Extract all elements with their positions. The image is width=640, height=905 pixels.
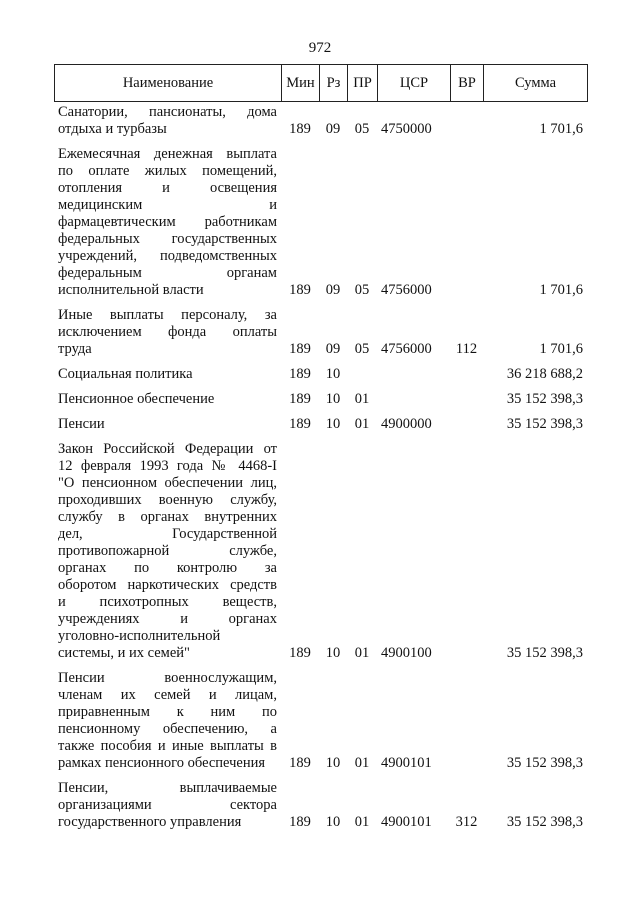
table-row [54,670,587,772]
row-pr: 01 [354,814,370,830]
row-name-line: системы, и их семей" [58,645,190,661]
row-csr: 4756000 [381,341,432,357]
row-csr: 4900101 [381,814,432,830]
budget-table [54,104,587,831]
row-name [54,670,281,772]
row-min: 189 [289,814,311,830]
row-pr: 05 [354,121,370,137]
row-sum: 35 152 398,3 [506,755,583,771]
row-pr [347,366,377,383]
row-sum: 35 152 398,3 [506,416,583,432]
row-name-line: Ежемесячная денежная выплата [58,146,277,162]
row-csr: 4756000 [381,282,432,298]
row-name-line: Иные выплаты персоналу, за [58,307,277,323]
row-min: 189 [289,121,311,137]
row-min: 189 [289,416,311,432]
row-name [54,441,281,662]
row-name-line: Социальная политика [58,366,193,382]
row-min: 189 [289,391,311,407]
row-vr: 112 [455,341,478,357]
row-rz: 10 [325,755,341,771]
row-spacer-cell [54,383,587,391]
row-sum: 1 701,6 [539,341,583,357]
row-min: 189 [289,366,311,382]
row-sum: 35 152 398,3 [506,814,583,830]
header-rz: Рз [320,65,348,102]
row-name-line: Пенсии, выплачиваемые [58,780,277,796]
row-spacer-cell [54,299,587,307]
row-name-line: по оплате жилых помещений, [58,163,277,179]
row-pr: 01 [354,416,370,432]
row-name-line: фармацевтическим работникам [58,214,277,230]
row-pr: 01 [354,645,370,661]
row-rz: 09 [325,341,341,357]
row-rz: 10 [325,366,341,382]
row-name-line: исключением фонда оплаты [58,324,277,340]
row-name-line: дел, Государственной [58,526,277,542]
row-name [54,780,281,831]
row-name-line: исполнительной власти [58,282,204,298]
row-name-line: Закон Российской Федерации от [58,441,277,457]
row-spacer [54,299,587,307]
table-row [54,441,587,662]
row-sum: 35 152 398,3 [506,645,583,661]
row-name-line: Санатории, пансионаты, дома [58,104,277,120]
row-sum: 1 701,6 [539,282,583,298]
table-row [54,307,587,358]
row-min: 189 [289,645,311,661]
row-name-line: и психотропных веществ, [58,594,277,610]
row-name-line: уголовно-исполнительной [58,628,221,644]
row-name-line: органах по контролю за [58,560,277,576]
row-sum: 35 152 398,3 [506,391,583,407]
row-name-line: проходивших военную службу, [58,492,277,508]
header-vr: ВР [451,65,484,102]
table-row [54,146,587,299]
row-name-line: противопожарной службе, [58,543,277,559]
table-row [54,366,587,383]
row-csr: 4900100 [381,645,432,661]
row-sum: 36 218 688,2 [506,366,583,382]
row-name-line: оборотом наркотических средств [58,577,277,593]
row-name-line: 12 февраля 1993 года № 4468-I [58,458,277,474]
row-name-line: "О пенсионном обеспечении лиц, [58,475,277,491]
row-name-line: Пенсионное обеспечение [58,391,215,407]
row-name-line: государственного управления [58,814,242,830]
row-spacer [54,408,587,416]
row-rz: 10 [325,391,341,407]
row-rz: 09 [325,121,341,137]
row-vr [450,104,483,138]
row-name-line: федеральных государственных [58,231,277,247]
row-spacer-cell [54,433,587,441]
row-spacer-cell [54,408,587,416]
row-name-line: членам их семей и лицам, [58,687,277,703]
row-name [54,416,281,433]
row-name-line: учреждений, подведомственных [58,248,277,264]
row-name-line: Пенсии [58,416,105,432]
row-csr: 4900000 [381,416,432,432]
row-vr [450,441,483,662]
row-vr [450,416,483,433]
row-name-line: организациями сектора [58,797,277,813]
header-min: Мин [282,65,320,102]
row-name [54,104,281,138]
row-name [54,391,281,408]
row-name-line: отдыха и турбазы [58,121,167,137]
row-min: 189 [289,755,311,771]
row-pr: 05 [354,282,370,298]
header-pr: ПР [348,65,378,102]
row-sum: 1 701,6 [539,121,583,137]
row-spacer [54,433,587,441]
row-min: 189 [289,341,311,357]
row-name [54,366,281,383]
row-name-line: медицинским и [58,197,277,213]
row-name-line: также пособия и иные выплаты в [58,738,277,754]
row-rz: 10 [325,645,341,661]
row-name-line: Пенсии военнослужащим, [58,670,277,686]
row-spacer [54,662,587,670]
row-name-line: приравненным к ним по [58,704,277,720]
row-pr: 01 [354,391,370,407]
table-row [54,416,587,433]
row-spacer-cell [54,772,587,780]
row-name-line: пенсионному обеспечению, а [58,721,277,737]
row-min: 189 [289,282,311,298]
table-body [54,104,587,831]
row-vr [450,670,483,772]
table-row [54,391,587,408]
row-name-line: службу в органах внутренних [58,509,277,525]
row-vr [450,366,483,383]
header-csr: ЦСР [378,65,451,102]
row-name [54,307,281,358]
table-row [54,104,587,138]
row-spacer [54,383,587,391]
row-csr: 4750000 [381,121,432,137]
row-name-line: учреждениях и органах [58,611,277,627]
row-spacer [54,358,587,366]
row-spacer-cell [54,138,587,146]
row-vr [450,146,483,299]
row-name-line: труда [58,341,92,357]
row-vr [450,391,483,408]
row-name-line: отопления и освещения [58,180,277,196]
row-rz: 10 [325,814,341,830]
row-pr: 05 [354,341,370,357]
header-name: Наименование [55,65,282,102]
row-name-line: рамках пенсионного обеспечения [58,755,266,771]
row-name [54,146,281,299]
row-csr [377,366,450,383]
row-rz: 09 [325,282,341,298]
page-number: 972 [308,40,332,56]
row-spacer-cell [54,358,587,366]
row-csr: 4900101 [381,755,432,771]
row-spacer [54,138,587,146]
row-csr [377,391,450,408]
row-vr: 312 [455,814,478,830]
row-name-line: федеральным органам [58,265,277,281]
row-spacer-cell [54,662,587,670]
table-row [54,780,587,831]
row-pr: 01 [354,755,370,771]
row-spacer [54,772,587,780]
table-header [54,64,588,102]
header-sum: Сумма [484,65,588,102]
row-rz: 10 [325,416,341,432]
